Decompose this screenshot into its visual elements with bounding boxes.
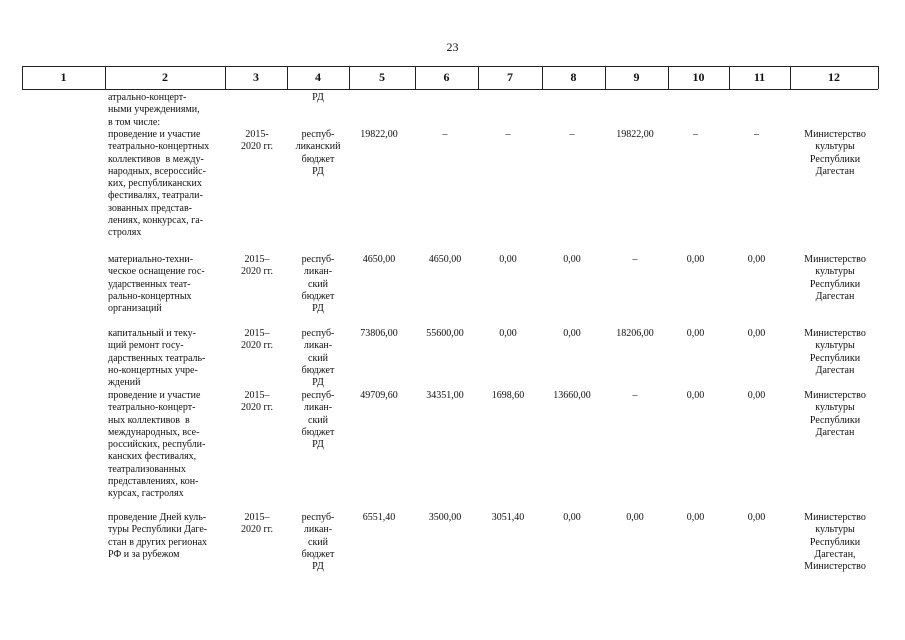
responsible-org-cell (795, 254, 875, 303)
amount-cell-col-10: 0,00 (686, 390, 705, 401)
amount-cell-col-11: 0,00 (747, 512, 766, 523)
period-line: 2015– (244, 254, 270, 265)
funding-source-line: респуб- (301, 328, 335, 339)
amount-cell-col-9: 18206,00 (616, 328, 654, 339)
measure-description (108, 129, 226, 240)
period-line: 2015– (244, 390, 270, 401)
measure-description-line: ческое оснащение гос- (108, 266, 205, 278)
column-header-8: 8 (570, 70, 577, 84)
responsible-org-line: Министерство (804, 390, 866, 401)
measure-description-line: дарственных театраль- (108, 352, 206, 364)
period-line: 2020 гг. (240, 340, 274, 352)
funding-source-line: бюджет (301, 153, 335, 165)
funding-source-cell (289, 390, 347, 451)
funding-source-line: респуб- (301, 129, 335, 140)
amount-cell-col-10: 0,00 (686, 328, 705, 339)
responsible-org-line: Министерство (804, 512, 866, 523)
column-header-6: 6 (443, 70, 450, 84)
funding-source-line: бюджет (301, 364, 335, 376)
measure-description-line: капитальный и теку- (108, 328, 196, 339)
funding-source-cell (289, 129, 347, 178)
measure-description-line: но-концертных учре- (108, 364, 198, 376)
responsible-org-cell (795, 390, 875, 439)
measure-description-line: ких, республиканских (108, 178, 202, 190)
funding-source-line: бюджет (301, 548, 335, 560)
period-cell (228, 512, 286, 537)
amount-cell-col-11: 0,00 (747, 390, 766, 401)
measure-description (108, 390, 226, 501)
measure-description-line: материально-техни- (108, 254, 194, 265)
column-header-7: 7 (507, 70, 513, 84)
responsible-org-line: Министерство (804, 328, 866, 339)
measure-description-line: стролях (108, 227, 142, 239)
responsible-org-line: Республики (809, 278, 861, 290)
measure-description-line: фестивалях, театрали- (108, 190, 203, 202)
funding-source-line: респуб- (301, 254, 335, 265)
measure-description-line: туры Республики Даге- (108, 524, 208, 536)
amount-cell-col-6: 55600,00 (426, 328, 464, 339)
funding-source-line: РД (312, 303, 324, 315)
amount-cell-col-11: 0,00 (747, 254, 766, 265)
amount-cell-col-6: 3500,00 (428, 512, 462, 523)
amount-cell-col-11: – (754, 129, 759, 140)
column-header-9: 9 (633, 70, 640, 84)
continuation-source (289, 92, 347, 104)
responsible-org-line: культуры (815, 340, 855, 352)
measure-description-line: театрально-концертных (108, 141, 210, 153)
amount-cell-col-5: 6551,40 (362, 512, 396, 523)
period-line: 2015– (244, 512, 270, 523)
responsible-org-line: культуры (815, 141, 855, 153)
amount-cell-col-8: 13660,00 (553, 390, 591, 401)
funding-source-line: РД (312, 377, 324, 389)
funding-source-line: РД (312, 439, 324, 451)
responsible-org-cell (795, 328, 875, 377)
responsible-org-cell (795, 129, 875, 178)
funding-source-cell (289, 328, 347, 389)
period-line: 2015- (245, 129, 269, 140)
funding-source-cell (289, 512, 347, 573)
amount-cell-col-8: 0,00 (563, 328, 581, 339)
amount-cell-col-9: – (632, 254, 638, 265)
measure-description-line: народных, всероссийс- (108, 165, 206, 177)
amount-cell-col-7: – (505, 129, 511, 140)
amount-cell-col-7: 3051,40 (491, 512, 525, 523)
funding-source-line: ликан- (303, 524, 333, 536)
period-line: 2020 гг. (240, 266, 274, 278)
amount-cell-col-5: 19822,00 (360, 129, 398, 140)
funding-source-line: респуб- (301, 390, 335, 401)
continuation-source-line: РД (312, 92, 324, 103)
column-header-10: 10 (692, 70, 705, 84)
measure-description-line: стан в других регионах (108, 536, 208, 548)
column-header-1: 1 (60, 70, 67, 84)
period-cell (228, 390, 286, 415)
responsible-org-line: Республики (809, 153, 861, 165)
amount-cell-col-6: – (442, 129, 448, 140)
funding-source-line: ский (308, 278, 328, 290)
amount-cell-col-7: 0,00 (499, 328, 517, 339)
funding-source-line: бюджет (301, 426, 335, 438)
responsible-org-line: культуры (815, 524, 855, 536)
column-header-4: 4 (315, 70, 321, 84)
amount-cell-col-11: 0,00 (747, 328, 766, 339)
period-cell (228, 254, 286, 279)
continuation-text-line: ными учреждениями, (108, 104, 200, 116)
responsible-org-cell (795, 512, 875, 573)
amount-cell-col-10: 0,00 (686, 254, 705, 265)
header-bottom-rule (22, 89, 878, 90)
amount-cell-col-7: 0,00 (499, 254, 517, 265)
measure-description-line: проведение Дней куль- (108, 512, 207, 523)
measure-description-line: рально-концертных (108, 290, 192, 302)
amount-cell-col-9: – (632, 390, 638, 401)
measure-description-line: ждений (108, 377, 141, 389)
amount-cell-col-6: 34351,00 (426, 390, 464, 401)
funding-source-line: ликанский (295, 141, 341, 153)
measure-description-line: лениях, конкурсах, га- (108, 215, 204, 227)
responsible-org-line: Республики (809, 414, 861, 426)
responsible-org-line: Республики (809, 536, 861, 548)
measure-description-line: зованных представ- (108, 202, 193, 214)
responsible-org-line: Республики (809, 352, 861, 364)
measure-description (108, 512, 226, 561)
amount-cell-col-10: 0,00 (686, 512, 705, 523)
funding-source-line: ликан- (303, 266, 333, 278)
amount-cell-col-8: 0,00 (563, 512, 581, 523)
period-line: 2020 гг. (240, 141, 274, 153)
measure-description-line: театрализованных (108, 463, 186, 475)
responsible-org-line: Министерство (804, 561, 866, 573)
amount-cell-col-8: 0,00 (563, 254, 581, 265)
measure-description-line: представлениях, кон- (108, 476, 199, 488)
column-header-5: 5 (379, 70, 385, 84)
continuation-text (108, 92, 226, 129)
header-column-divider (878, 66, 879, 89)
amount-cell-col-7: 1698,60 (491, 390, 525, 401)
funding-source-line: бюджет (301, 290, 335, 302)
measure-description-line: проведение и участие (108, 390, 201, 401)
measure-description-line: щий ремонт госу- (108, 340, 184, 352)
continuation-text-line: в том числе: (108, 116, 161, 128)
responsible-org-line: Дагестан (815, 165, 855, 177)
column-header-12: 12 (828, 70, 840, 84)
period-cell (228, 328, 286, 353)
measure-description-line: организаций (108, 303, 162, 315)
period-cell (228, 129, 286, 154)
period-line: 2015– (244, 328, 270, 339)
funding-source-line: РД (312, 165, 324, 177)
period-line: 2020 гг. (240, 402, 274, 414)
measure-description-line: канских фестивалях, (108, 451, 197, 463)
funding-source-line: РД (312, 561, 324, 573)
amount-cell-col-9: 19822,00 (616, 129, 654, 140)
responsible-org-line: Дагестан (815, 364, 855, 376)
column-header-2: 2 (162, 70, 168, 84)
funding-source-line: респуб- (301, 512, 335, 523)
measure-description (108, 328, 226, 389)
funding-source-line: ский (308, 536, 328, 548)
responsible-org-line: культуры (815, 402, 855, 414)
measure-description-line: российских, республи- (108, 439, 206, 451)
responsible-org-line: Министерство (804, 129, 866, 140)
page-number: 23 (446, 40, 459, 54)
amount-cell-col-9: 0,00 (626, 512, 644, 523)
column-header-11: 11 (753, 70, 766, 84)
amount-cell-col-5: 73806,00 (360, 328, 398, 339)
funding-source-line: ский (308, 352, 328, 364)
responsible-org-line: Дагестан, (814, 548, 856, 560)
amount-cell-col-8: – (569, 129, 575, 140)
measure-description-line: ударственных теат- (108, 278, 191, 290)
measure-description-line: курсах, гастролях (108, 488, 184, 500)
continuation-text-line: атрально-концерт- (108, 92, 187, 103)
amount-cell-col-6: 4650,00 (428, 254, 462, 265)
responsible-org-line: Министерство (804, 254, 866, 265)
funding-source-line: ликан- (303, 340, 333, 352)
responsible-org-line: культуры (815, 266, 855, 278)
responsible-org-line: Дагестан (815, 426, 855, 438)
measure-description-line: РФ и за рубежом (108, 548, 180, 560)
column-header-3: 3 (253, 70, 259, 84)
funding-source-line: ский (308, 414, 328, 426)
responsible-org-line: Дагестан (815, 290, 855, 302)
measure-description (108, 254, 226, 315)
period-line: 2020 гг. (240, 524, 274, 536)
funding-source-line: ликан- (303, 402, 333, 414)
measure-description-line: театрально-концерт- (108, 402, 196, 414)
amount-cell-col-10: – (693, 129, 698, 140)
measure-description-line: международных, все- (108, 426, 200, 438)
measure-description-line: ных коллективов в (108, 414, 190, 426)
measure-description-line: коллективов в между- (108, 153, 204, 165)
amount-cell-col-5: 49709,60 (360, 390, 398, 401)
amount-cell-col-5: 4650,00 (362, 254, 396, 265)
funding-source-cell (289, 254, 347, 315)
measure-description-line: проведение и участие (108, 129, 201, 140)
